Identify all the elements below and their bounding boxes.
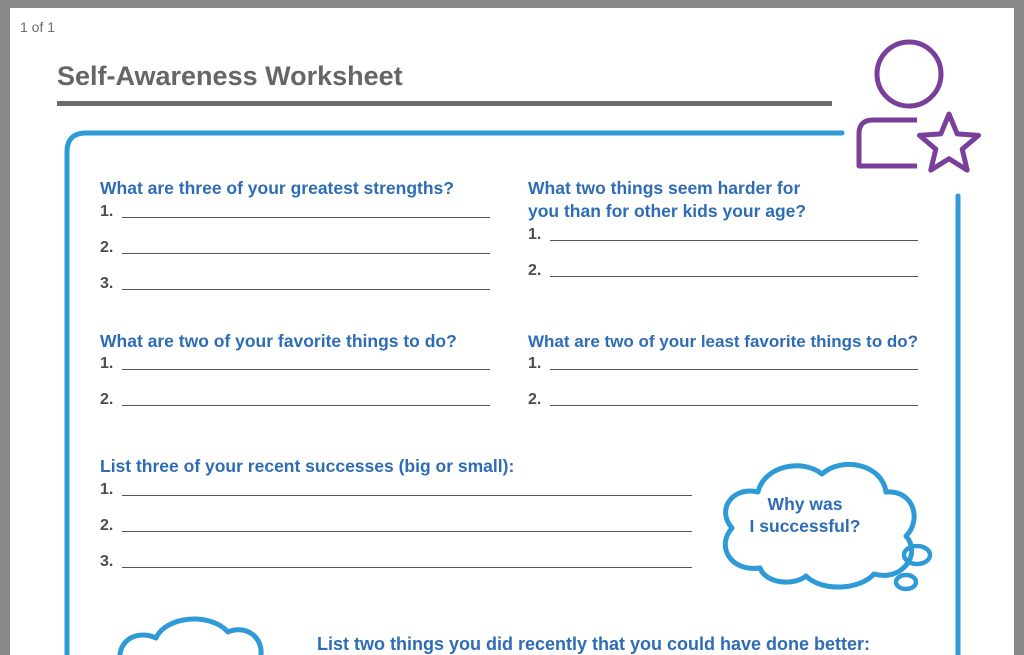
successes-answer-3[interactable] (100, 553, 692, 571)
line-number: 1. (100, 203, 114, 220)
line-number: 1. (528, 226, 542, 243)
strengths-answer-1[interactable] (100, 203, 490, 221)
harder-answer-1[interactable] (528, 226, 918, 244)
line-number: 1. (100, 481, 114, 498)
answer-line (550, 276, 918, 277)
favorite-answer-2[interactable] (100, 391, 490, 409)
line-number: 2. (528, 391, 542, 408)
harder-answer-2[interactable] (528, 262, 918, 280)
line-number: 3. (100, 275, 114, 292)
question-harder-line-1: What two things seem harder for (528, 178, 801, 198)
question-favorite: What are two of your favorite things to do? (100, 331, 457, 351)
answer-line (122, 217, 490, 218)
question-strengths: What are three of your greatest strengths? (100, 178, 454, 198)
line-number: 1. (100, 355, 114, 372)
least-favorite-answer-1[interactable] (528, 355, 918, 373)
answer-line (122, 253, 490, 254)
answer-line (122, 567, 692, 568)
answer-line (550, 405, 918, 406)
answer-line (122, 495, 692, 496)
question-do-better: List two things you did recently that you could have done better: (317, 634, 871, 654)
cloud-prompt-line-2: I successful? (749, 516, 861, 536)
cloud-prompt-line-1: Why was (767, 494, 843, 514)
line-number: 2. (100, 391, 114, 408)
line-number: 1. (528, 355, 542, 372)
line-number: 3. (100, 553, 114, 570)
person-star-icon (835, 32, 995, 187)
question-successes: List three of your recent successes (big or small): (100, 456, 515, 476)
line-number: 2. (100, 517, 114, 534)
successes-answer-1[interactable] (100, 481, 692, 499)
page-indicator: 1 of 1 (20, 19, 56, 35)
thought-cloud-icon (100, 608, 280, 655)
question-least-favorite: What are two of your least favorite things to do? (528, 332, 919, 351)
successes-answer-2[interactable] (100, 517, 692, 535)
line-number: 2. (100, 239, 114, 256)
least-favorite-answer-2[interactable] (528, 391, 918, 409)
question-harder-line-2: you than for other kids your age? (528, 201, 807, 221)
answer-line (122, 405, 490, 406)
answer-line (122, 289, 490, 290)
worksheet-title: Self-Awareness Worksheet (57, 61, 403, 91)
answer-line (122, 531, 692, 532)
answer-line (550, 369, 918, 370)
answer-line (550, 240, 918, 241)
strengths-answer-2[interactable] (100, 239, 490, 257)
line-number: 2. (528, 262, 542, 279)
favorite-answer-1[interactable] (100, 355, 490, 373)
answer-line (122, 369, 490, 370)
cloud-prompt (735, 493, 875, 537)
strengths-answer-3[interactable] (100, 275, 490, 293)
